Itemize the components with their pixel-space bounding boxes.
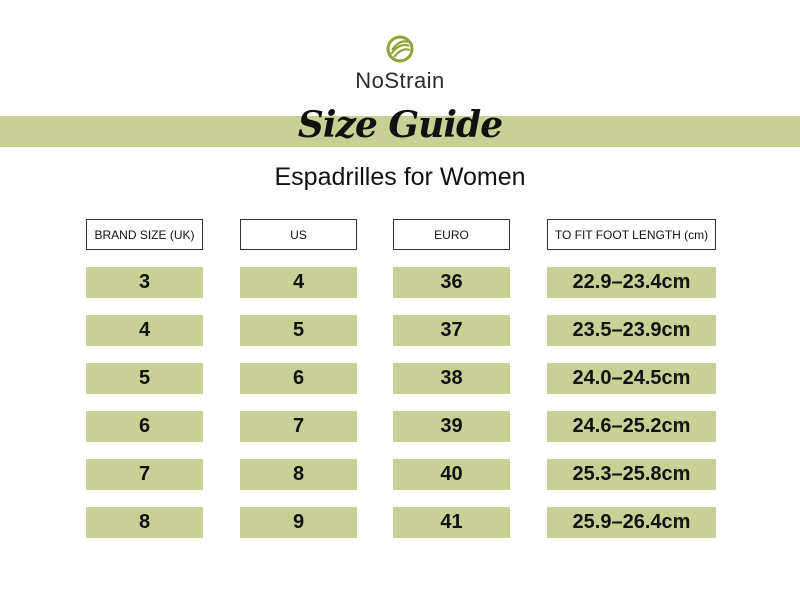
cell-us-size: 9	[240, 507, 357, 538]
header-us: US	[240, 219, 357, 250]
cell-foot-length: 25.3–25.8cm	[547, 459, 716, 490]
cell-foot-length: 24.6–25.2cm	[547, 411, 716, 442]
cell-us-size: 8	[240, 459, 357, 490]
cell-euro-size: 41	[393, 507, 510, 538]
cell-uk-size: 3	[86, 267, 203, 298]
header-brand-size-uk: BRAND SIZE (UK)	[86, 219, 203, 250]
circle-swirl-icon	[385, 34, 415, 64]
cell-us-size: 6	[240, 363, 357, 394]
page-title: Size Guide	[297, 104, 503, 146]
header-euro: EURO	[393, 219, 510, 250]
header-foot-length: TO FIT FOOT LENGTH (cm)	[547, 219, 716, 250]
cell-uk-size: 8	[86, 507, 203, 538]
cell-uk-size: 4	[86, 315, 203, 346]
cell-euro-size: 39	[393, 411, 510, 442]
cell-euro-size: 38	[393, 363, 510, 394]
cell-uk-size: 7	[86, 459, 203, 490]
page-subtitle: Espadrilles for Women	[274, 163, 526, 191]
cell-uk-size: 5	[86, 363, 203, 394]
cell-foot-length: 25.9–26.4cm	[547, 507, 716, 538]
cell-euro-size: 36	[393, 267, 510, 298]
cell-uk-size: 6	[86, 411, 203, 442]
brand-name: NoStrain	[355, 68, 445, 93]
cell-us-size: 5	[240, 315, 357, 346]
cell-us-size: 7	[240, 411, 357, 442]
cell-foot-length: 23.5–23.9cm	[547, 315, 716, 346]
cell-foot-length: 22.9–23.4cm	[547, 267, 716, 298]
cell-euro-size: 40	[393, 459, 510, 490]
cell-euro-size: 37	[393, 315, 510, 346]
cell-foot-length: 24.0–24.5cm	[547, 363, 716, 394]
brand-logo	[340, 32, 460, 94]
cell-us-size: 4	[240, 267, 357, 298]
